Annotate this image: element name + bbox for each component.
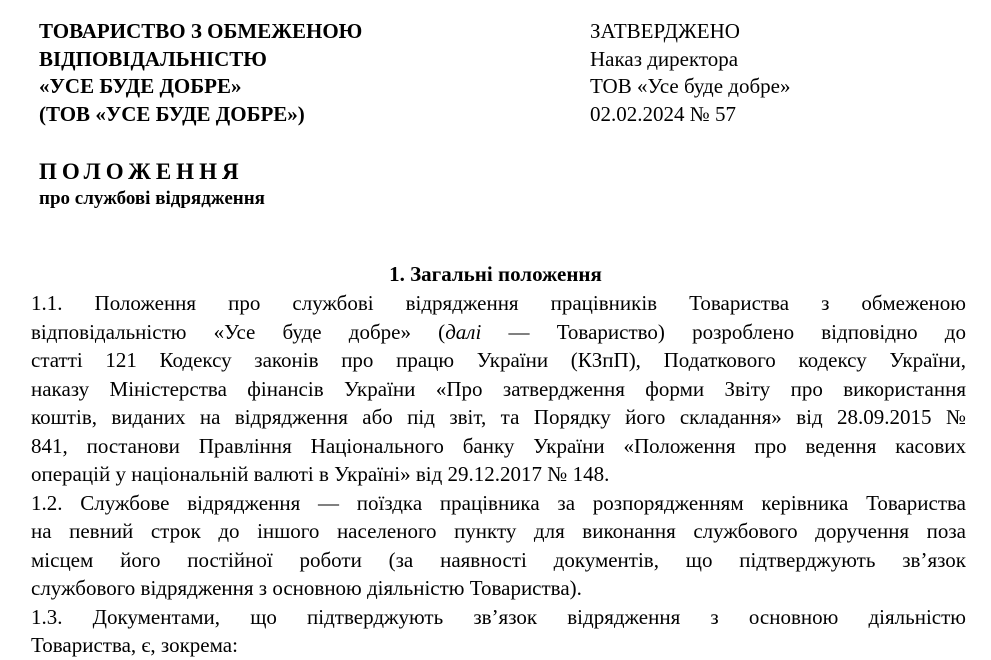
approval-stamp-block [590, 18, 970, 128]
paragraph-1-2 [31, 489, 966, 603]
organization-name-line: ТОВАРИСТВО З ОБМЕЖЕНОЮ [39, 19, 363, 43]
organization-name-line: ВІДПОВІДАЛЬНІСТЮ [39, 46, 267, 71]
paragraph-line: коштів, виданих на відрядження або під звіт, та Порядку його складання» від 28.09.2015 № [31, 405, 966, 429]
section-heading: 1. Загальні положення [389, 262, 602, 286]
organization-name-block [39, 18, 559, 128]
italic-term: далі [445, 319, 482, 344]
paragraph-line: наказу Міністерства фінансів України «Про затвердження форми Звіту про використання [31, 376, 966, 401]
approval-company: ТОВ «Усе буде добре» [590, 74, 791, 98]
text-fragment: — Товариство) розроблено відповідно до [481, 319, 966, 344]
text-fragment: відповідальністю «Усе буде добре» ( [31, 319, 446, 344]
document-title: ПОЛОЖЕННЯ [39, 159, 244, 184]
document-title-block [39, 157, 639, 211]
approval-date-number: 02.02.2024 № 57 [590, 101, 737, 126]
organization-name-line: «УСЕ БУДЕ ДОБРЕ» [39, 74, 242, 98]
document-body [31, 289, 966, 660]
document-subtitle: про службові відрядження [39, 188, 265, 209]
paragraph-line: місцем його постійної роботи (за наявності документів, що підтверджують зв’язок [31, 547, 966, 572]
paragraph-line: 841, постанови Правління Національного банку України «Положення про ведення касових [31, 433, 966, 458]
paragraph-line: операцій у національній валюті в Україні» від 29.12.2017 № 148. [31, 462, 610, 486]
approval-order-type: Наказ директора [590, 46, 739, 71]
paragraph-line [31, 318, 966, 347]
approval-label: ЗАТВЕРДЖЕНО [590, 19, 740, 43]
paragraph-line: 1.2. Службове відрядження — поїздка працівника за розпорядженням керівника Товариства [31, 490, 966, 515]
paragraph-line: 1.3. Документами, що підтверджують зв’язок відрядження з основною діяльністю [31, 604, 966, 629]
paragraph-line: Товариства, є, зокрема: [31, 633, 238, 657]
paragraph-line: 1.1. Положення про службові відрядження працівників Товариства з обмеженою [31, 291, 966, 315]
paragraph-line: на певний строк до іншого населеного пункту для виконання службового доручення поза [31, 519, 966, 543]
organization-short-name: (ТОВ «УСЕ БУДЕ ДОБРЕ») [39, 101, 305, 126]
paragraph-1-3 [31, 603, 966, 660]
paragraph-line: статті 121 Кодексу законів про працю України (КЗпП), Податкового кодексу України, [31, 348, 966, 372]
paragraph-line: службового відрядження з основною діяльністю Товариства). [31, 576, 582, 600]
paragraph-1-1 [31, 289, 966, 489]
